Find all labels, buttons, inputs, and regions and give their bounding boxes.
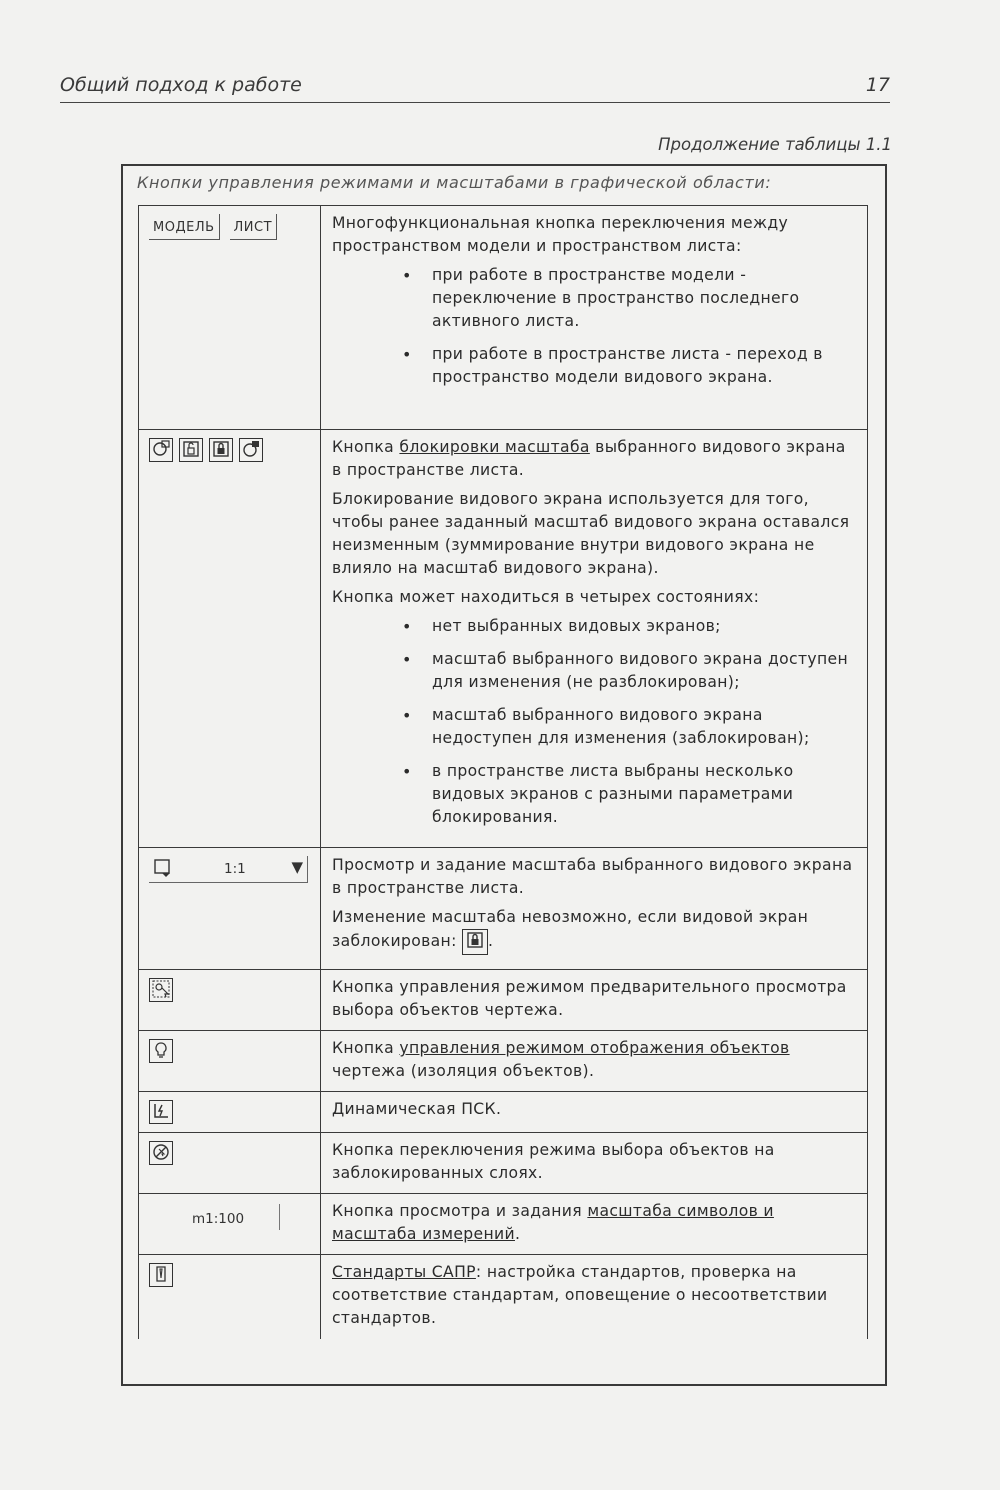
row2-p2: Блокирование видового экрана используется для того, чтобы ранее заданный масштаб видового экрана оставался неизменным (зуммирование внутри видового экрана не влияло на масштаб видового экрана). — [332, 490, 850, 577]
viewport-scale-value: 1:1 — [224, 861, 246, 877]
text-span: Изменение масштаба невозможно, если видовой экран заблокирован: — [332, 908, 809, 950]
viewport-lock-link[interactable]: блокировки масштаба — [399, 438, 590, 456]
viewport-locked-icon — [462, 929, 488, 955]
description-cell — [321, 1031, 868, 1092]
table-row — [139, 206, 868, 430]
table-row — [139, 430, 868, 848]
description-cell — [321, 848, 868, 970]
icon-cell — [139, 430, 321, 848]
icon-cell — [139, 970, 321, 1031]
layout-tab-button[interactable]: ЛИСТ — [230, 214, 278, 240]
annotation-scale-control[interactable] — [149, 1202, 279, 1232]
list-item: • масштаб выбранного видового экрана доступен для изменения (не разблокирован); — [402, 648, 857, 694]
icon-cell — [139, 848, 321, 970]
description-cell: Динамическая ПСК. — [321, 1092, 868, 1133]
table-continuation-label: Продолжение таблицы 1.1 — [658, 135, 892, 154]
row3-p2 — [332, 906, 857, 955]
object-display-link[interactable]: управления режимом отображения объектов — [399, 1039, 790, 1057]
list-item: • нет выбранных видовых экранов; — [402, 615, 857, 638]
table-row — [139, 970, 868, 1031]
description-cell — [321, 430, 868, 848]
selection-preview-icon[interactable] — [149, 978, 173, 1002]
icon-cell — [139, 1092, 321, 1133]
model-tab-button[interactable]: МОДЕЛЬ — [149, 214, 220, 240]
list-item: • в пространстве листа выбраны несколько видовых экранов с разными параметрами блокирования. — [402, 760, 857, 829]
viewport-locked-icon[interactable] — [209, 438, 233, 462]
chevron-down-icon[interactable]: ▼ — [291, 858, 303, 876]
text-span: чертежа (изоляция объектов). — [332, 1062, 595, 1080]
row3-p1: Просмотр и задание масштаба выбранного видового экрана в пространстве листа. — [332, 856, 853, 897]
table-row — [139, 1133, 868, 1194]
text-span: Кнопка — [332, 1039, 400, 1057]
running-head — [60, 74, 890, 103]
icon-cell — [139, 206, 321, 430]
text-span: . — [514, 1225, 521, 1243]
dynamic-ucs-icon[interactable] — [149, 1100, 173, 1124]
icon-cell — [139, 1194, 321, 1255]
table-row — [139, 848, 868, 970]
description-cell — [321, 1255, 868, 1340]
divider — [279, 1204, 280, 1230]
chapter-title: Общий подход к работе — [60, 74, 302, 96]
locked-layer-selection-icon[interactable] — [149, 1141, 173, 1165]
text-span: . — [488, 932, 494, 950]
table-row — [139, 1031, 868, 1092]
list-item: • при работе в пространстве листа - переход в пространство модели видового экрана. — [402, 343, 857, 389]
table-row — [139, 1255, 868, 1340]
controls-table — [138, 205, 868, 1339]
viewport-icon[interactable] — [149, 438, 173, 462]
list-item: • при работе в пространстве модели - переключение в пространство последнего активного листа. — [402, 264, 857, 333]
list-item: • масштаб выбранного видового экрана недоступен для изменения (заблокирован); — [402, 704, 857, 750]
icon-cell — [139, 1133, 321, 1194]
row2-bullets — [332, 615, 857, 829]
cad-standards-link[interactable]: Стандарты САПР — [332, 1263, 476, 1281]
description-cell — [321, 1194, 868, 1255]
text-span: выбранного видового экрана в пространстве листа. — [332, 438, 846, 479]
viewport-scale-dropdown[interactable] — [149, 856, 308, 883]
annotation-scale-link[interactable]: масштаба символов и масштаба измерений — [332, 1202, 774, 1243]
row2-p3: Кнопка может находиться в четырех состояниях: — [332, 588, 760, 606]
lightbulb-icon[interactable] — [149, 1039, 173, 1063]
viewport-unlocked-icon[interactable] — [179, 438, 203, 462]
table-row — [139, 1194, 868, 1255]
annotation-scale-value: m1:100 — [192, 1211, 245, 1227]
description-cell: Кнопка переключения режима выбора объектов на заблокированных слоях. — [321, 1133, 868, 1194]
text-span: Кнопка просмотра и задания — [332, 1202, 588, 1220]
viewport-mixed-icon[interactable] — [239, 438, 263, 462]
icon-cell — [139, 1031, 321, 1092]
description-cell: Кнопка управления режимом предварительного просмотра выбора объектов чертежа. — [321, 970, 868, 1031]
row1-bullets — [332, 264, 857, 389]
table-caption: Кнопки управления режимами и масштабами в графической области: — [137, 173, 772, 192]
text-span: : настройка стандартов, проверка на соответствие стандартам, оповещение о несоответствии стандартов. — [332, 1263, 828, 1327]
cad-standards-icon[interactable] — [149, 1263, 173, 1287]
table-row — [139, 1092, 868, 1133]
viewport-scale-icon — [153, 858, 175, 886]
row1-intro: Многофункциональная кнопка переключения между пространством модели и пространством листа: — [332, 214, 789, 255]
page-number: 17 — [865, 74, 890, 96]
row2-p1 — [332, 436, 857, 482]
text-span: Кнопка — [332, 438, 400, 456]
description-cell — [321, 206, 868, 430]
icon-cell — [139, 1255, 321, 1340]
